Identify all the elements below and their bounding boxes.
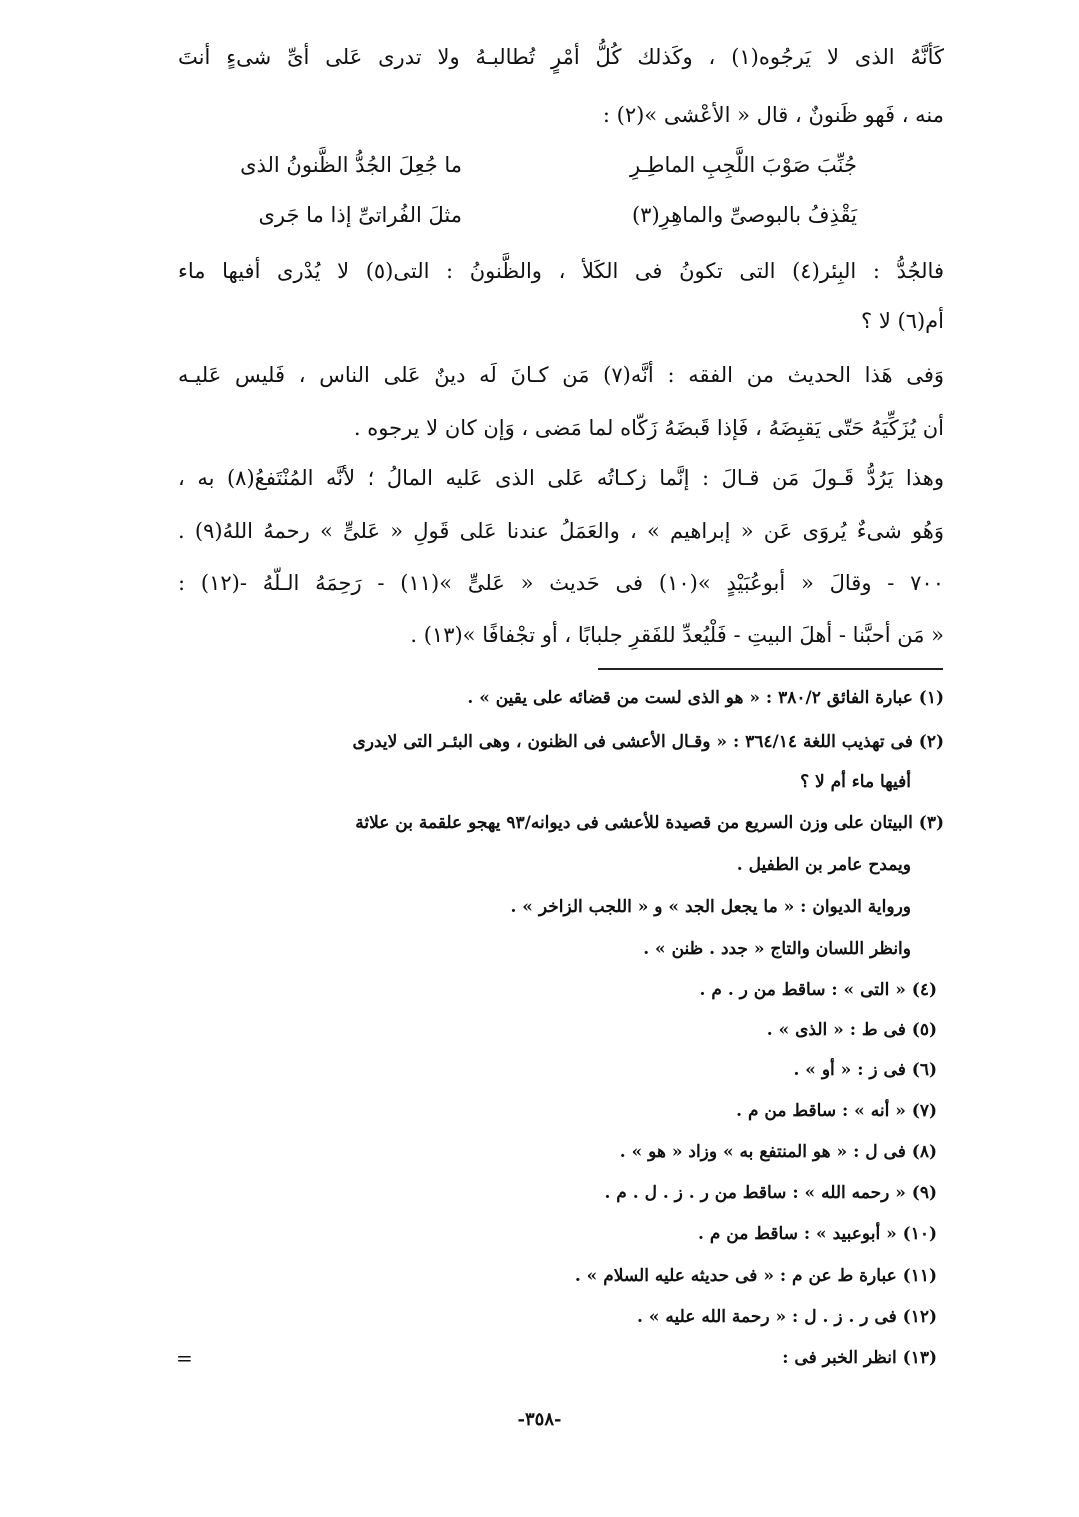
footnote-6: (٦) فى ز : « أو » .: [793, 1060, 937, 1080]
verse-1-second-hemistich: جُنِّبَ صَوْبَ اللَّجِبِ الماطِـرِ: [629, 153, 857, 177]
footnote-8: (٨) فى ل : « هو المنتفع به » وزاد « هو » .: [619, 1142, 937, 1162]
footnote-7: (٧) « أنه » : ساقط من م .: [736, 1101, 937, 1121]
footnote-2-continuation: أفيها ماء أم لا ؟: [800, 772, 911, 792]
footnote-2: (٢) فى تهذيب اللغة ٣٦٤/١٤ : « وقـال الأعشى فى الظنون ، وهى البئـر التى لايدرى: [352, 732, 944, 752]
footnote-3: (٣) البيتان على وزن السريع من قصيدة للأعشى فى ديوانه/٩٣ يهجو علقمة بن علاثة: [355, 813, 944, 833]
footnote-3-diwan-note: ورواية الديوان : « ما يجعل الجد » و « اللجب الزاخر » .: [510, 897, 911, 917]
footnote-separator: [598, 668, 943, 670]
footnote-9: (٩) « رحمه الله » : ساقط من ر . ز . ل . م .: [604, 1183, 937, 1203]
body-line-2: منه ، فَهو ظَنونٌ ، قال « الأعْشى »(٢) :: [602, 103, 944, 127]
body-line-10: « مَن أحبَّنا - أهلَ البيتِ - فَلْيُعدِّ للفَقرِ جلبابًا ، أو تجْفافًا »(١٣) .: [410, 623, 944, 647]
footnote-1: (١) عبارة الفائق ٣٨٠/٢ : « هو الذى لست من قضائه على يقين » .: [467, 688, 944, 708]
body-line-4: أم(٦) لا ؟: [861, 309, 944, 333]
verse-2-second-hemistich: يَقْذِفُ بالبوصىِّ والماهِرِ(٣): [631, 203, 857, 227]
body-line-7: وهذا يَرُدُّ قَـولَ مَن قـالَ : إنَّما زكـاتُه عَلى الذى عَليه المالُ ؛ لأنَّه المُنْتَفعُ(٨) به ،: [178, 466, 944, 490]
footnote-12: (١٢) فى ر . ز . ل : « رحمة الله عليه » .: [637, 1307, 937, 1327]
footnote-10: (١٠) « أبوعبيد » : ساقط من م .: [698, 1224, 937, 1244]
continuation-mark: =: [176, 1346, 193, 1370]
body-line-6: أن يُزَكِّيَهُ حَتّى يَقبِضَهُ ، فَإذا قَبضَهُ زَكّاه لما مَضى ، وَإن كان لا يرجوه .: [353, 416, 944, 440]
footnote-13: (١٣) انظر الخبر فى :: [782, 1348, 937, 1368]
page-number: -٣٥٨-: [517, 1409, 562, 1430]
body-line-3: فالجُدُّ : البِئر(٤) التى تكونُ فى الكَلأ ، والظَّنونُ : التى(٥) لا يُدْرى أفيها ماء: [178, 259, 944, 283]
body-line-1: كَأنَّهُ الذى لا يَرجُوه(١) ، وكَذلك كُلُّ أمْرٍ تُطالبـهُ ولا تدرى عَلى أىِّ شىءٍ أنتَ: [178, 45, 944, 69]
body-line-5: وَفى هَذا الحديث من الفقه : أنَّه(٧) مَن كـانَ لَه دينٌ عَلى الناس ، فَليس عَليـه: [178, 363, 944, 387]
body-line-8: وَهُو شىءٌ يُروَى عَن « إبراهيم » ، والعَمَلُ عندنا عَلى قَولِ « عَلىٍّ » رحمهُ اللهُ(٩) .: [178, 519, 945, 543]
footnote-3-lisan-note: وانظر اللسان والتاج « جدد . ظنن » .: [643, 939, 911, 959]
footnote-3-continuation: ويمدح عامر بن الطفيل .: [736, 855, 911, 875]
verse-1-first-hemistich: ما جُعِلَ الجُدُّ الظَّنونُ الذى: [240, 153, 462, 177]
body-line-9: ٧٠٠ - وقالَ « أبوعُبَيْدٍ »(١٠) فى حَديث « عَلىٍّ »(١١) - رَحِمَهُ الـلّهُ -(١٢) :: [178, 571, 944, 595]
footnote-11: (١١) عبارة ط عن م : « فى حديثه عليه السلام » .: [574, 1266, 937, 1286]
footnote-4: (٤) « التى » : ساقط من ر . م .: [699, 980, 937, 1000]
verse-2-first-hemistich: مثلَ الفُراتىِّ إذا ما جَرى: [258, 203, 462, 227]
footnote-5: (٥) فى ط : « الذى » .: [766, 1020, 937, 1040]
